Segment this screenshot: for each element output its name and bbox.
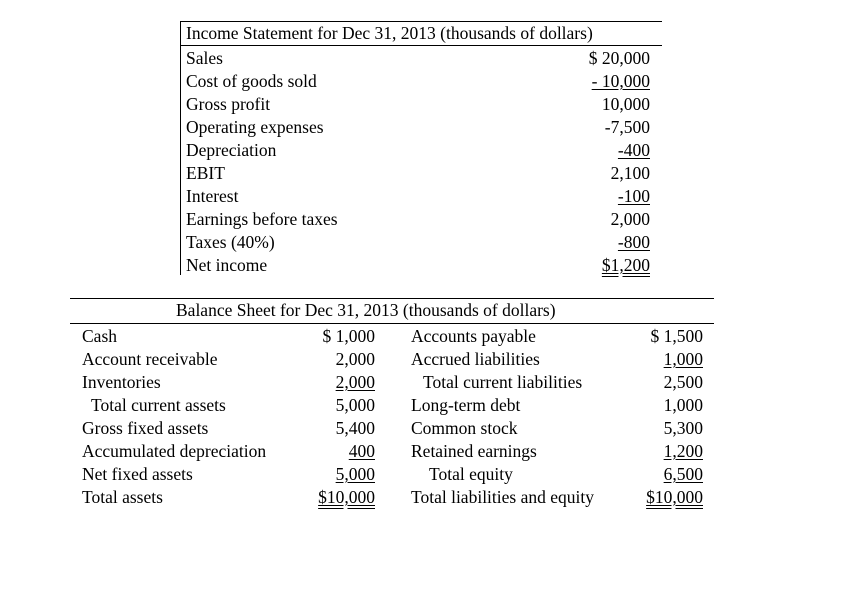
asset-value-net-fixed-assets: 5,000 [335, 464, 375, 484]
income-value-cogs: - 10,000 [591, 71, 650, 91]
asset-label-accounts-receivable: Account receivable [82, 349, 218, 369]
asset-label-inventories: Inventories [82, 372, 161, 392]
asset-value-accounts-receivable: 2,000 [335, 349, 375, 369]
income-title-rule [180, 45, 662, 46]
liability-label-long-term-debt: Long-term debt [411, 395, 521, 415]
income-label-interest: Interest [186, 186, 239, 206]
asset-label-cash: Cash [82, 326, 117, 346]
income-top-rule [180, 21, 662, 22]
income-value-gross-profit: 10,000 [601, 94, 650, 114]
asset-value-inventories: 2,000 [335, 372, 375, 392]
income-label-ebit: EBIT [186, 163, 225, 183]
income-title: Income Statement for Dec 31, 2013 (thousands of dollars) [186, 23, 593, 43]
liability-label-total-current-liabilities: Total current liabilities [423, 372, 583, 392]
liability-value-retained-earnings: 1,200 [663, 441, 703, 461]
income-value-taxes: -800 [617, 232, 650, 252]
liability-label-common-stock: Common stock [411, 418, 518, 438]
liability-label-accounts-payable: Accounts payable [411, 326, 536, 346]
balance-top-rule [70, 298, 714, 299]
income-label-gross-profit: Gross profit [186, 94, 271, 114]
income-value-ebit: 2,100 [610, 163, 650, 183]
income-value-operating-expenses: -7,500 [604, 117, 650, 137]
liability-label-retained-earnings: Retained earnings [411, 441, 537, 461]
income-value-net-income: $1,200 [601, 255, 650, 275]
balance-title-rule [70, 323, 714, 324]
income-label-net-income: Net income [186, 255, 268, 275]
income-label-ebt: Earnings before taxes [186, 209, 338, 229]
asset-value-total-current-assets: 5,000 [335, 395, 375, 415]
liability-value-total-equity: 6,500 [663, 464, 703, 484]
liability-value-total-liabilities-and-equity: $10,000 [646, 487, 703, 507]
asset-value-accumulated-depreciation: 400 [348, 441, 375, 461]
income-label-sales: Sales [186, 48, 223, 68]
liability-label-accrued-liabilities: Accrued liabilities [411, 349, 540, 369]
liability-value-long-term-debt: 1,000 [663, 395, 703, 415]
balance-title: Balance Sheet for Dec 31, 2013 (thousands of dollars) [176, 300, 556, 320]
income-label-depreciation: Depreciation [186, 140, 277, 160]
asset-label-gross-fixed-assets: Gross fixed assets [82, 418, 209, 438]
asset-label-total-assets: Total assets [82, 487, 163, 507]
liability-value-accounts-payable: $ 1,500 [650, 326, 703, 346]
asset-value-cash: $ 1,000 [322, 326, 375, 346]
liability-value-accrued-liabilities: 1,000 [663, 349, 703, 369]
liability-value-total-current-liabilities: 2,500 [663, 372, 703, 392]
asset-value-gross-fixed-assets: 5,400 [335, 418, 375, 438]
liability-value-common-stock: 5,300 [663, 418, 703, 438]
liability-label-total-equity: Total equity [429, 464, 513, 484]
income-value-sales: $ 20,000 [588, 48, 650, 68]
income-left-rule [180, 21, 181, 275]
asset-label-accumulated-depreciation: Accumulated depreciation [82, 441, 267, 461]
income-label-taxes: Taxes (40%) [186, 232, 275, 252]
income-label-cogs: Cost of goods sold [186, 71, 317, 91]
asset-label-total-current-assets: Total current assets [91, 395, 226, 415]
income-value-ebt: 2,000 [610, 209, 650, 229]
liability-label-total-liabilities-and-equity: Total liabilities and equity [411, 487, 594, 507]
income-label-operating-expenses: Operating expenses [186, 117, 324, 137]
asset-label-net-fixed-assets: Net fixed assets [82, 464, 193, 484]
income-value-depreciation: -400 [617, 140, 650, 160]
asset-value-total-assets: $10,000 [318, 487, 375, 507]
income-value-interest: -100 [617, 186, 650, 206]
